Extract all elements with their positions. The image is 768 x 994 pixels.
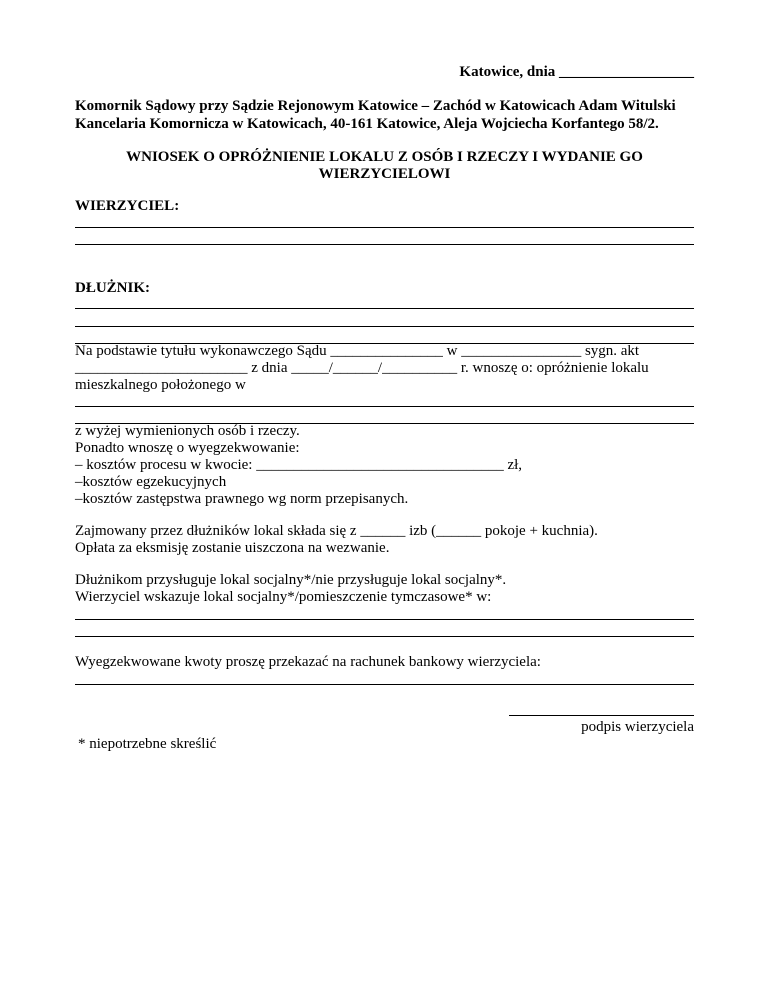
debtor-fill-line xyxy=(75,326,694,327)
bank-account-text: Wyegzekwowane kwoty proszę przekazać na rachunek bankowy wierzyciela: xyxy=(75,654,541,670)
signature-line xyxy=(509,715,694,716)
bank-account-fill-line xyxy=(75,684,694,685)
creditor-indicates-text: Wierzyciel wskazuje lokal socjalny*/pomieszczenie tymczasowe* w: xyxy=(75,589,492,605)
cost-representation-item: –kosztów zastępstwa prawnego wg norm przepisanych. xyxy=(75,491,409,507)
creditor-fill-line xyxy=(75,244,694,245)
document-title-line-1: WNIOSEK O OPRÓŻNIENIE LOKALU Z OSÓB I RZECZY I WYDANIE GO xyxy=(126,149,643,165)
debtor-fill-line xyxy=(75,308,694,309)
social-housing-text: Dłużnikom przysługuje lokal socjalny*/nie przysługuje lokal socjalny*. xyxy=(75,572,507,588)
rooms-text: Zajmowany przez dłużników lokal składa się z ______ izb (______ pokoje + kuchnia). xyxy=(75,523,598,539)
cost-process-item: – kosztów procesu w kwocie: _________________________________ zł, xyxy=(75,457,523,473)
social-housing-fill-line xyxy=(75,619,694,620)
creditor-fill-line xyxy=(75,227,694,228)
addressee-line-2: Kancelaria Komornicza w Katowicach, 40-161 Katowice, Aleja Wojciecha Korfantego 58/2. xyxy=(75,116,659,132)
date-line: Katowice, dnia __________________ xyxy=(459,64,694,80)
persons-text: z wyżej wymienionych osób i rzeczy. xyxy=(75,423,300,439)
document-title-line-2: WIERZYCIELOWI xyxy=(318,166,451,182)
basis-line-1: Na podstawie tytułu wykonawczego Sądu _______________ w ________________ sygn. akt xyxy=(75,343,640,359)
footnote: * niepotrzebne skreślić xyxy=(78,736,217,752)
enforcement-intro: Ponadto wnoszę o wyegzekwowanie: xyxy=(75,440,300,456)
social-housing-fill-line xyxy=(75,636,694,637)
address-fill-line xyxy=(75,406,694,407)
fee-text: Opłata za eksmisję zostanie uiszczona na wezwanie. xyxy=(75,540,390,556)
addressee-line-1: Komornik Sądowy przy Sądzie Rejonowym Katowice – Zachód w Katowicach Adam Witulski xyxy=(75,98,676,114)
signature-label: podpis wierzyciela xyxy=(581,719,694,735)
debtor-label: DŁUŻNIK: xyxy=(75,280,151,296)
creditor-label: WIERZYCIEL: xyxy=(75,198,180,214)
cost-enforcement-item: –kosztów egzekucyjnych xyxy=(75,474,227,490)
basis-line-3: mieszkalnego położonego w xyxy=(75,377,246,393)
basis-line-2: _______________________ z dnia _____/______/__________ r. wnoszę o: opróżnienie lokalu xyxy=(75,360,649,376)
